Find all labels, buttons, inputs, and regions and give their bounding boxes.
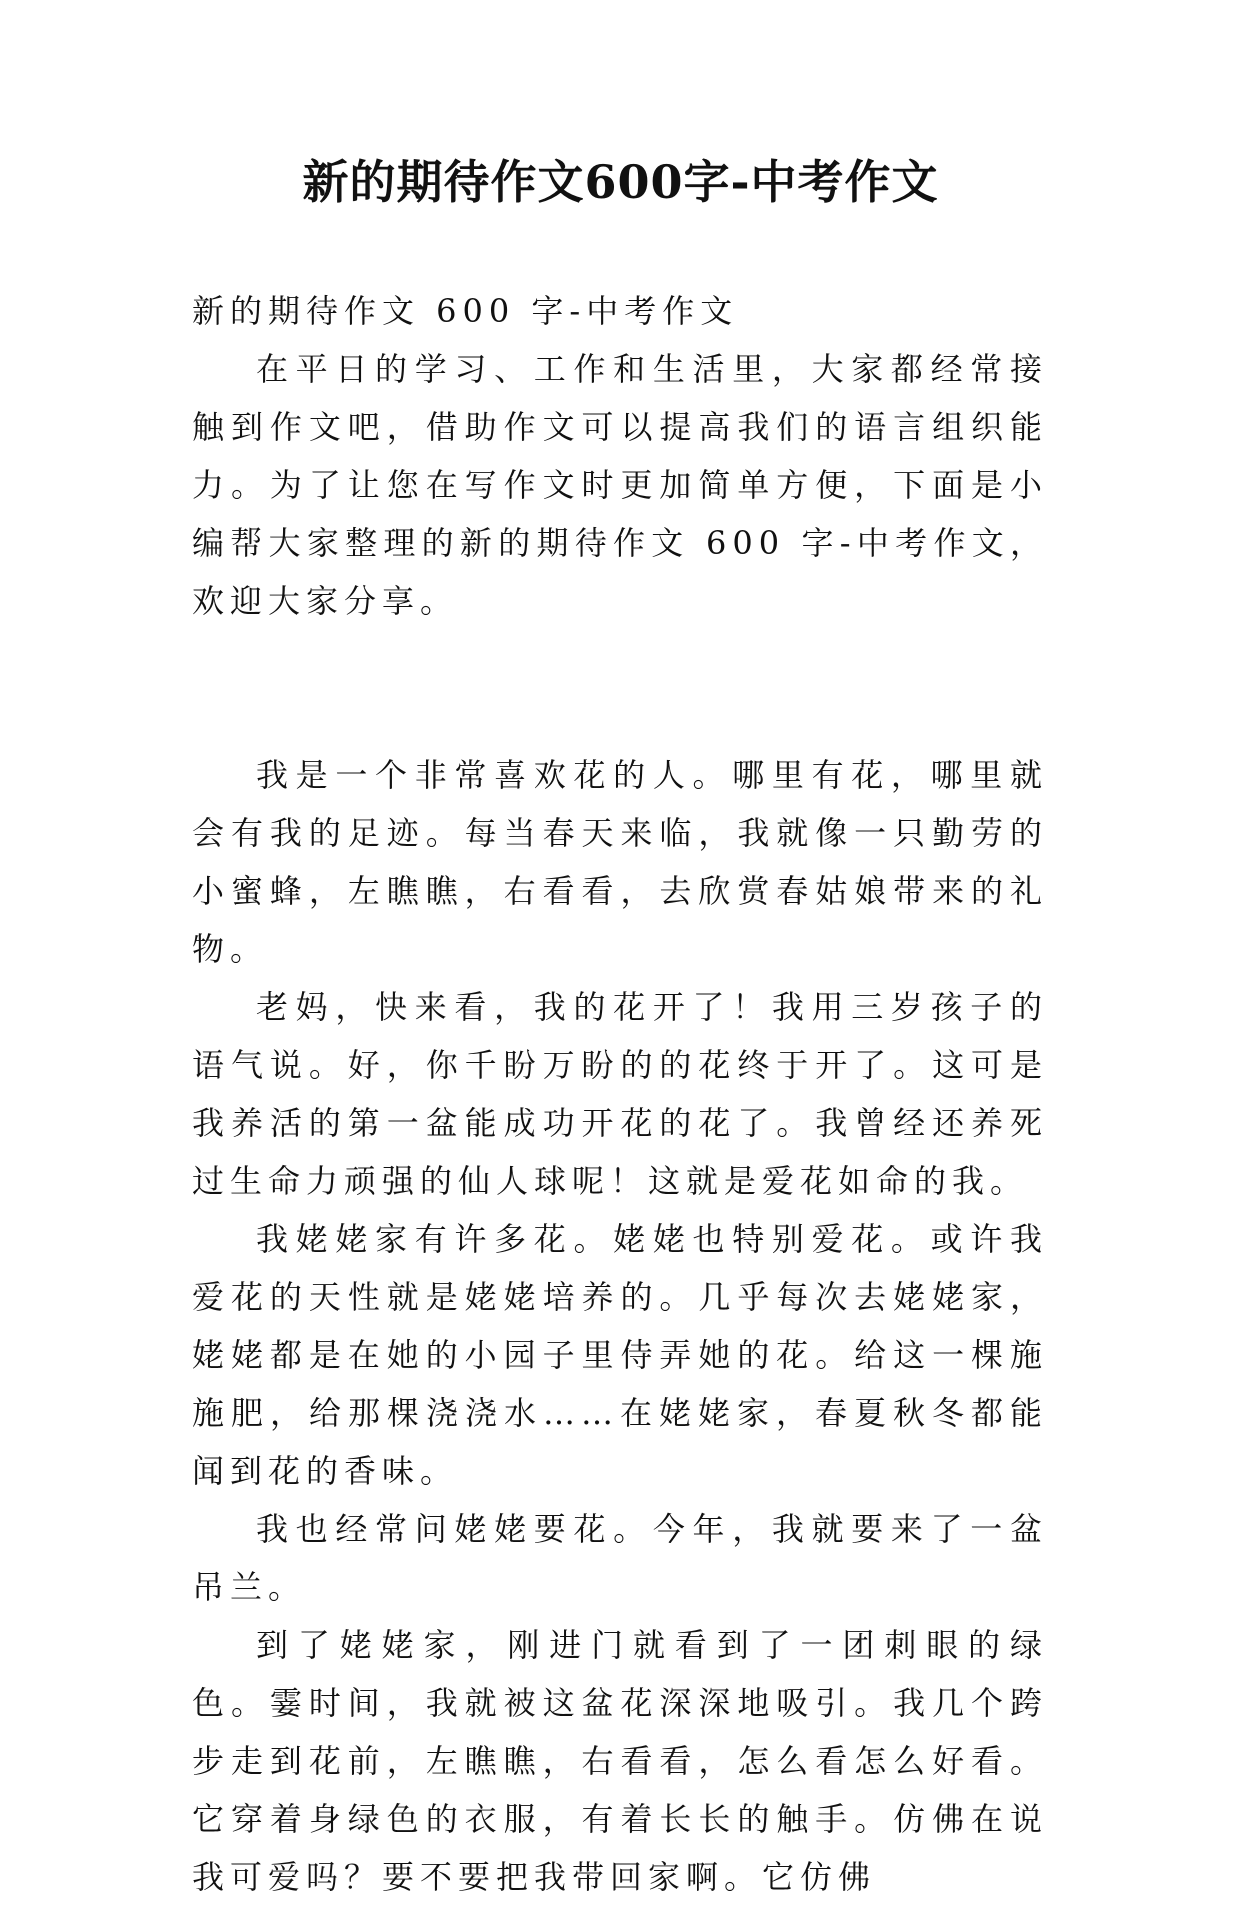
paragraph: 我姥姥家有许多花。姥姥也特别爱花。或许我爱花的天性就是姥姥培养的。几乎每次去姥姥家，姥姥都是在她的小园子里侍弄她的花。给这一棵施施肥，给那棵浇浇水……在姥姥家，春夏秋冬都能闻到花的香味。: [192, 1220, 1048, 1490]
document-title: 新的期待作文600字-中考作文: [302, 155, 939, 209]
paragraph-intro: 在平日的学习、工作和生活里，大家都经常接触到作文吧，借助作文可以提高我们的语言组织能力。为了让您在写作文时更加简单方便，下面是小编帮大家整理的新的期待作文 600 字-中考作文，欢迎大家分享。: [192, 350, 1048, 620]
paragraph: 我也经常问姥姥要花。今年，我就要来了一盆吊兰。: [192, 1510, 1048, 1606]
paragraph: 到了姥姥家，刚进门就看到了一团刺眼的绿色。霎时间，我就被这盆花深深地吸引。我几个跨步走到花前，左瞧瞧，右看看，怎么看怎么好看。它穿着身绿色的衣服，有着长长的触手。仿佛在说我可爱吗？要不要把我带回家啊。它仿佛: [192, 1626, 1048, 1896]
paragraph: 我是一个非常喜欢花的人。哪里有花，哪里就会有我的足迹。每当春天来临，我就像一只勤劳的小蜜蜂，左瞧瞧，右看看，去欣赏春姑娘带来的礼物。: [192, 756, 1048, 968]
paragraph-spacer: [192, 688, 1048, 746]
paragraph-spacer: [192, 630, 1048, 688]
paragraph: 老妈，快来看，我的花开了！我用三岁孩子的语气说。好，你千盼万盼的的花终于开了。这可是我养活的第一盆能成功开花的花了。我曾经还养死过生命力顽强的仙人球呢！这就是爱花如命的我。: [192, 988, 1048, 1200]
document-body: [192, 282, 1048, 1906]
subtitle-line: 新的期待作文 600 字-中考作文: [192, 292, 739, 330]
